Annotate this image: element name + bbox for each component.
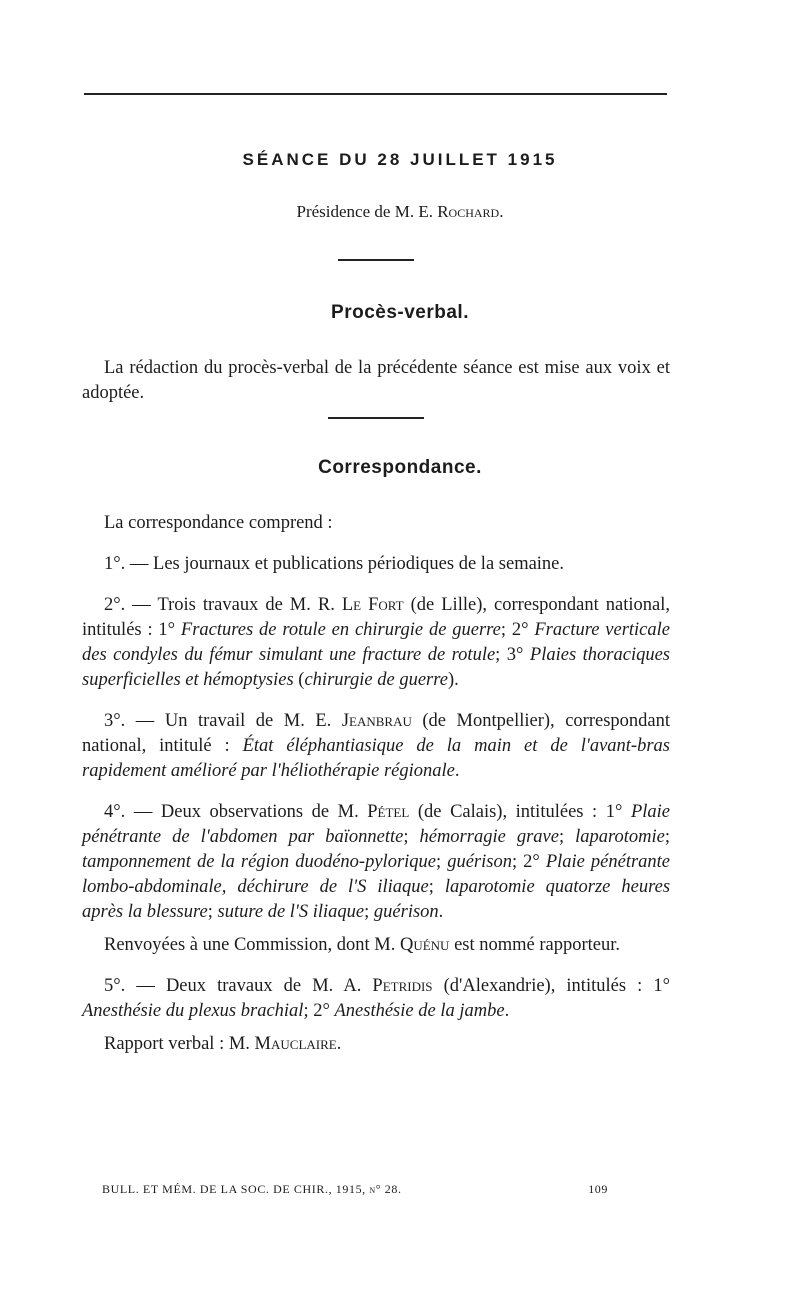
item-text: 2°. — Trois travaux de M. [104, 595, 318, 615]
presidence-prefix: Présidence de M. E. [296, 202, 438, 221]
work-title: chirurgie de guerre [304, 670, 448, 690]
item-text: ; 2° [303, 1001, 335, 1021]
proces-verbal-body [82, 356, 670, 406]
renvoi-commission [82, 933, 670, 958]
item-text: est nommé rapporteur. [449, 935, 621, 955]
item-text: (de Calais), intitulées : 1° [409, 802, 631, 822]
item-text: . [454, 761, 460, 781]
item-text: 5°. — Deux travaux de M. A. [104, 976, 373, 996]
item-text: (d'Alexandrie), intitulés : 1° [432, 976, 670, 996]
rapporteur-name: Mauclaire [254, 1034, 337, 1054]
work-title: Plaie pénétrante de l'abdomen par baïonnette [82, 802, 670, 847]
item-text: Renvoyées à une Commission, dont M. [104, 935, 400, 955]
item-text: ; 3° [495, 645, 530, 665]
correspondance-item-2 [82, 593, 670, 693]
work-title: tamponnement de la région duodéno-pylorique [82, 852, 436, 872]
correspondance-item-1: 1°. — Les journaux et publications périodiques de la semaine. [104, 554, 565, 574]
author-name: Petridis [372, 976, 433, 996]
top-rule [84, 93, 667, 95]
item-text: (de Montpellier), correspondant national, intitulé : [82, 711, 670, 756]
item-text: . [336, 1034, 342, 1054]
item-text: ; 2° [511, 852, 546, 872]
work-title: État éléphantiasique de la main et de l'avant-bras rapidement amélioré par l'héliothérapie régionale [82, 736, 670, 781]
work-title: hémorragie grave [419, 827, 559, 847]
page-number: 109 [588, 1182, 608, 1196]
item-text: ). [447, 670, 459, 690]
presidence-line [0, 202, 800, 222]
work-title: Anesthésie de la jambe [334, 1001, 505, 1021]
work-title: Plaies thoraciques superficielles et hémoptysies [82, 645, 670, 690]
item-text: 3°. — Un travail de M. E. [104, 711, 342, 731]
correspondance-item-4 [82, 800, 670, 925]
seance-title: SÉANCE DU 28 JUILLET 1915 [242, 150, 558, 169]
work-title: suture de l'S iliaque [217, 902, 365, 922]
correspondance-item-3 [82, 709, 670, 784]
work-title: laparotomie quatorze heures après la blessure [82, 877, 671, 922]
rapport-verbal [82, 1032, 670, 1057]
correspondance-item-5 [82, 974, 670, 1024]
work-title: Anesthésie du plexus brachial [82, 1001, 304, 1021]
work-title: Fractures de rotule en chirurgie de guerre [180, 620, 501, 640]
rapporteur-name: Quénu [399, 935, 450, 955]
correspondance-body [82, 511, 670, 1057]
work-title: laparotomie [575, 827, 665, 847]
item-text: ; [436, 852, 448, 872]
section-rule [328, 417, 424, 419]
item-text: Rapport verbal : M. [104, 1034, 255, 1054]
work-title: Plaie pénétrante lombo-abdominale, déchirure de l'S iliaque [82, 852, 671, 897]
work-title: guérison [373, 902, 439, 922]
author-name: Pétel [367, 802, 410, 822]
item-text: . [438, 902, 444, 922]
bulletin-citation: BULL. ET MÉM. DE LA SOC. DE CHIR., 1915, n° 28. [102, 1182, 402, 1196]
item-text: ; [558, 827, 576, 847]
item-text: ; [403, 827, 420, 847]
proces-verbal-heading: Procès-verbal. [331, 302, 469, 323]
item-text: ; [207, 902, 218, 922]
presidence-suffix: . [499, 202, 504, 221]
item-text: ; 2° [500, 620, 535, 640]
item-text: (de Lille), correspondant national, intitulés : 1° [82, 595, 670, 640]
correspondance-intro: La correspondance comprend : [104, 513, 333, 533]
item-text: ; [428, 877, 445, 897]
item-text: ; [364, 902, 374, 922]
item-text: ; [664, 827, 670, 847]
work-title: guérison [447, 852, 512, 872]
page-footer [102, 1182, 608, 1197]
president-name: Rochard [437, 202, 500, 221]
correspondance-heading: Correspondance. [318, 457, 482, 478]
proces-verbal-text: La rédaction du procès-verbal de la précédente séance est mise aux voix et adoptée. [82, 358, 670, 403]
author-name: Jeanbrau [341, 711, 412, 731]
item-text: 4°. — Deux observations de M. [104, 802, 368, 822]
work-title: Fracture verticale des condyles du fémur simulant une fracture de rotule [82, 620, 670, 665]
item-text: . [504, 1001, 510, 1021]
item-text: ( [293, 670, 305, 690]
section-rule [338, 259, 414, 261]
author-name: R. Le Fort [317, 595, 404, 615]
